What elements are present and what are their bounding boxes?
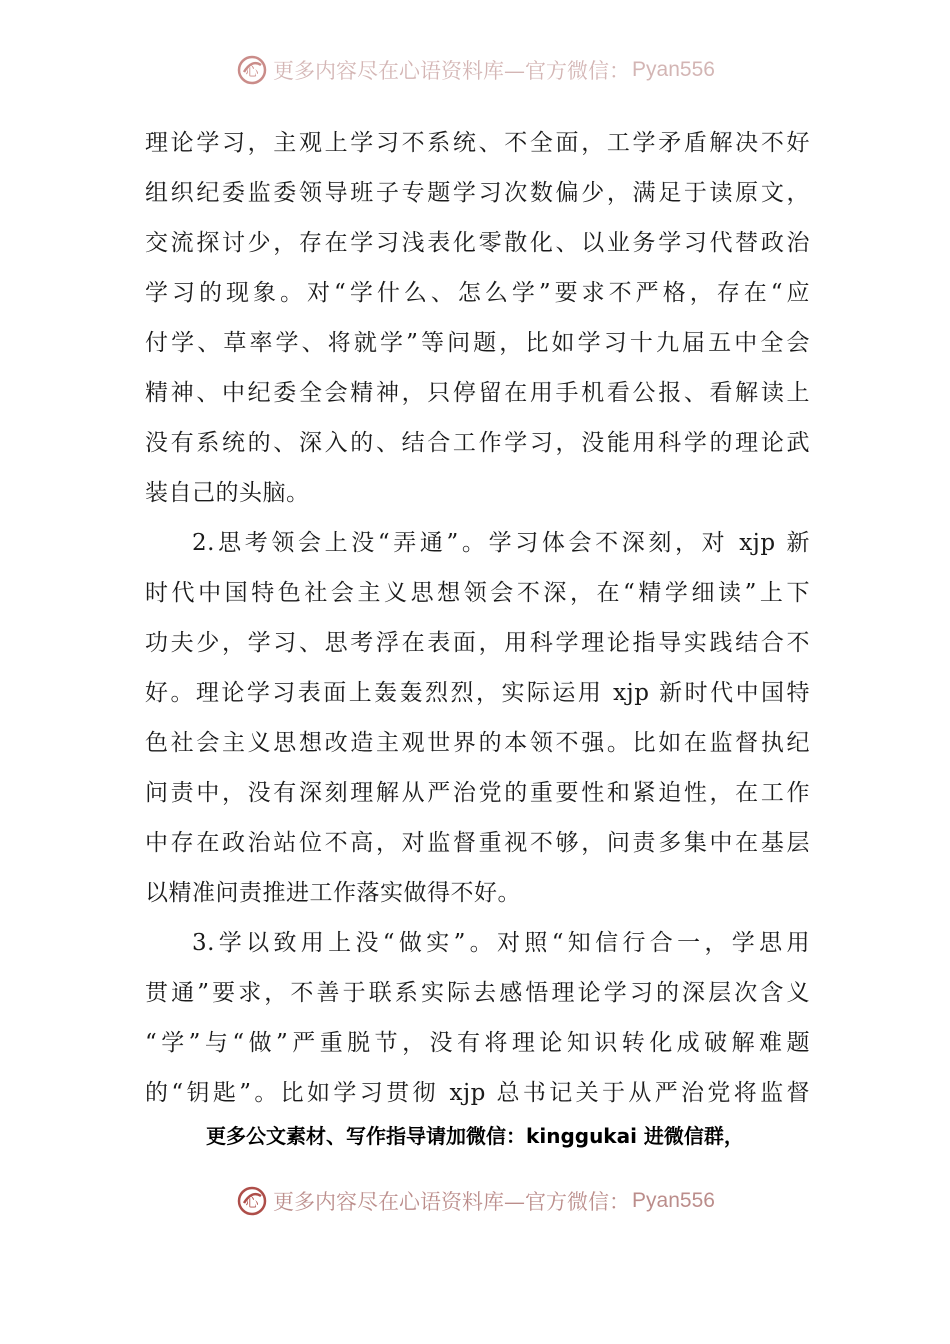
text-line: 学习的现象。对“学什么、怎么学”要求不严格，存在“应	[145, 280, 810, 306]
watermark-wechat-id: Pyan556	[632, 1189, 715, 1212]
heart-logo-icon	[235, 53, 269, 87]
heart-logo-icon	[235, 1184, 269, 1218]
text-line: 交流探讨少，存在学习浅表化零散化、以业务学习代替政治	[145, 230, 810, 256]
document-body	[145, 118, 810, 1118]
svg-text:心: 心	[245, 1196, 259, 1211]
text-line: 组织纪委监委领导班子专题学习次数偏少，满足于读原文，	[145, 180, 810, 206]
text-line: 以精准问责推进工作落实做得不好。	[145, 880, 521, 906]
watermark-text: 更多内容尽在心语资料库—官方微信：	[273, 1190, 631, 1214]
promo-text: 更多公文素材、写作指导请加微信：kinggukai 进微信群，	[206, 1124, 744, 1148]
text-line: 功夫少，学习、思考浮在表面，用科学理论指导实践结合不	[145, 630, 810, 656]
text-line: 好。理论学习表面上轰轰烈烈，实际运用 xjp 新时代中国特	[145, 680, 810, 706]
text-line: 的“钥匙”。比如学习贯彻 xjp 总书记关于从严治党将监督	[145, 1080, 810, 1106]
paragraph-1	[145, 118, 810, 518]
text-line: 装自己的头脑。	[145, 480, 310, 506]
text-line: 3.学以致用上没“做实”。对照“知信行合一，学思用	[192, 930, 810, 956]
text-line: 贯通”要求，不善于联系实际去感悟理论学习的深层次含义	[145, 980, 810, 1006]
text-line: 色社会主义思想改造主观世界的本领不强。比如在监督执纪	[145, 730, 810, 756]
paragraph-2	[145, 518, 810, 918]
text-line: 2.思考领会上没“弄通”。学习体会不深刻，对 xjp 新	[192, 530, 810, 556]
text-line: 时代中国特色社会主义思想领会不深，在“精学细读”上下	[145, 580, 810, 606]
svg-text:心: 心	[245, 65, 259, 80]
watermark-wechat-id: Pyan556	[632, 58, 715, 81]
text-line: 精神、中纪委全会精神，只停留在用手机看公报、看解读上	[145, 380, 810, 406]
text-line: 理论学习，主观上学习不系统、不全面，工学矛盾解决不好	[145, 130, 810, 156]
footer-watermark	[0, 1181, 950, 1221]
text-line: 没有系统的、深入的、结合工作学习，没能用科学的理论武	[145, 430, 810, 456]
text-line: 问责中，没有深刻理解从严治党的重要性和紧迫性，在工作	[145, 780, 810, 806]
text-line: 付学、草率学、将就学”等问题，比如学习十九届五中全会	[145, 330, 810, 356]
text-line: 中存在政治站位不高，对监督重视不够，问责多集中在基层	[145, 830, 810, 856]
text-line: “学”与“做”严重脱节，没有将理论知识转化成破解难题	[145, 1030, 810, 1056]
watermark-text: 更多内容尽在心语资料库—官方微信：	[273, 59, 631, 83]
header-watermark	[0, 50, 950, 90]
paragraph-3	[145, 918, 810, 1118]
